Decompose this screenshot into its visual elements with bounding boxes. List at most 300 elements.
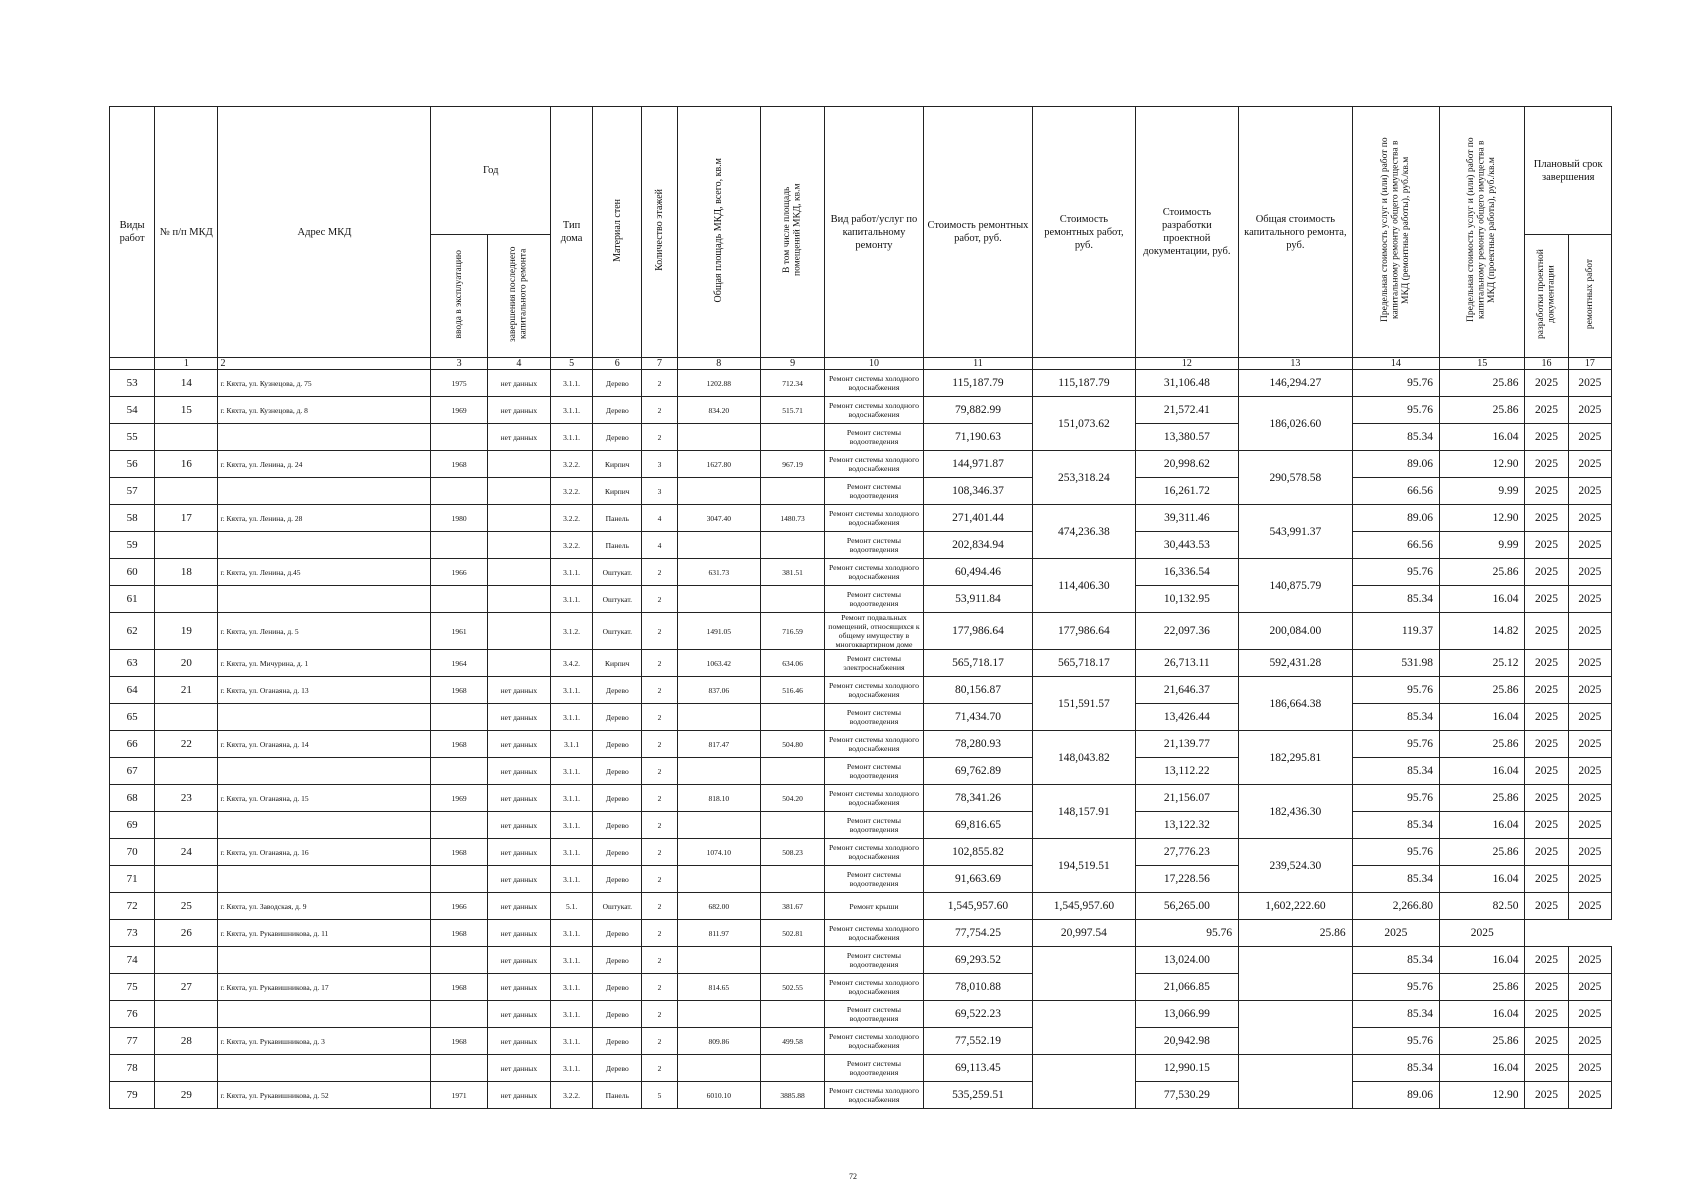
cell-address: г. Кяхта, ул. Оганаяна, д. 14 xyxy=(218,731,431,758)
cell-floors: 2 xyxy=(642,704,677,731)
cell-year-commission: 1975 xyxy=(431,370,487,397)
cell-floors: 2 xyxy=(642,613,677,650)
cell-total-cost: 543,991.37 xyxy=(1239,505,1353,559)
hdr-cost-repair-2: Стоимость ремонтных работ, руб. xyxy=(1033,107,1135,358)
cell-plan-repair-year: 2025 xyxy=(1568,839,1611,866)
cell-project-cost: 13,426.44 xyxy=(1135,704,1238,731)
cell-plan-project-year: 2025 xyxy=(1525,1055,1568,1082)
cell-plan-repair-year: 2025 xyxy=(1568,947,1611,974)
cell-mkd-number xyxy=(155,1001,218,1028)
cell-address: г. Кяхта, ул. Рукавишникова, д. 17 xyxy=(218,974,431,1001)
cell-premises-area: 716.59 xyxy=(760,613,824,650)
cell-project-cost: 20,942.98 xyxy=(1135,1028,1238,1055)
cell-house-type: 3.1.1 xyxy=(551,731,593,758)
cell-wall-material: Дерево xyxy=(593,947,642,974)
cell-wall-material: Оштукат. xyxy=(593,893,642,920)
cell-row-index: 62 xyxy=(110,613,155,650)
cell-year-last-repair: нет данных xyxy=(487,920,550,947)
colnum: 1 xyxy=(155,358,218,370)
cell-wall-material: Дерево xyxy=(593,974,642,1001)
cell-limit-repair: 85.34 xyxy=(1352,1055,1439,1082)
cell-address xyxy=(218,812,431,839)
cell-total-area xyxy=(677,947,760,974)
cell-limit-repair: 66.56 xyxy=(1352,478,1439,505)
cell-floors: 2 xyxy=(642,1001,677,1028)
cell-floors: 2 xyxy=(642,1028,677,1055)
cell-premises-area xyxy=(760,1001,824,1028)
table-row xyxy=(110,947,1612,974)
cell-project-cost: 13,122.32 xyxy=(1135,812,1238,839)
cell-house-type: 3.2.2. xyxy=(551,532,593,559)
table-row xyxy=(110,920,1612,947)
cell-total-cost: 146,294.27 xyxy=(1239,370,1353,397)
cell-mkd-number xyxy=(155,947,218,974)
cell-total-area: 1627.80 xyxy=(677,451,760,478)
cell-mkd-number: 17 xyxy=(155,505,218,532)
table-row xyxy=(110,839,1612,866)
colnum: 17 xyxy=(1568,358,1611,370)
cell-mkd-number: 18 xyxy=(155,559,218,586)
cell-year-commission xyxy=(431,812,487,839)
cell-year-commission: 1980 xyxy=(431,505,487,532)
cell-limit-repair: 89.06 xyxy=(1352,505,1439,532)
cell-row-index: 54 xyxy=(110,397,155,424)
cell-work-type: Ремонт крыши xyxy=(825,893,923,920)
cell-row-index: 77 xyxy=(110,1028,155,1055)
cell-project-cost: 22,097.36 xyxy=(1135,613,1238,650)
hdr-limit-project: Предельная стоимость услуг и (или) работ по капитальному ремонту общего имущества в МКД (проектные работы), руб./кв.м xyxy=(1440,107,1525,358)
cell-year-commission: 1969 xyxy=(431,785,487,812)
cell-wall-material: Дерево xyxy=(593,785,642,812)
cell-premises-area xyxy=(760,586,824,613)
cell-year-last-repair: нет данных xyxy=(487,812,550,839)
cell-floors: 2 xyxy=(642,812,677,839)
cell-house-type: 3.1.1. xyxy=(551,586,593,613)
hdr-plan: Плановый срок завершения xyxy=(1525,107,1612,235)
cell-work-type: Ремонт системы холодного водоснабжения xyxy=(825,505,923,532)
cell-total-area: 837.06 xyxy=(677,677,760,704)
cell-plan-project-year: 2025 xyxy=(1525,704,1568,731)
cell-project-cost: 21,572.41 xyxy=(1135,397,1238,424)
hdr-zav: завершения последнего капитального ремонта xyxy=(487,235,550,358)
cell-plan-project-year: 2025 xyxy=(1525,677,1568,704)
cell-house-type: 3.1.1. xyxy=(551,785,593,812)
cell-repair-cost: 78,010.88 xyxy=(923,974,1033,1001)
cell-limit-repair: 95.76 xyxy=(1352,559,1439,586)
cell-work-type: Ремонт системы водоотведения xyxy=(825,1055,923,1082)
cell-total-area xyxy=(677,1001,760,1028)
cell-floors: 3 xyxy=(642,451,677,478)
cell-year-commission xyxy=(431,586,487,613)
page-number: 72 xyxy=(849,1172,857,1181)
cell-house-type: 5.1. xyxy=(551,893,593,920)
cell-row-index: 74 xyxy=(110,947,155,974)
cell-total-cost: 200,084.00 xyxy=(1239,613,1353,650)
cell-project-cost: 13,112.22 xyxy=(1135,758,1238,785)
cell-limit-repair: 95.76 xyxy=(1135,920,1238,947)
cell-mkd-number xyxy=(155,1055,218,1082)
cell-repair-cost-house: 194,519.51 xyxy=(1033,839,1135,893)
cell-plan-project-year: 2025 xyxy=(1525,731,1568,758)
cell-wall-material: Дерево xyxy=(593,677,642,704)
cell-year-commission: 1966 xyxy=(431,559,487,586)
cell-repair-cost-house: 114,406.30 xyxy=(1033,559,1135,613)
cell-house-type: 3.4.2. xyxy=(551,650,593,677)
hdr-vvod: ввода в эксплуатацию xyxy=(431,235,487,358)
hdr-tip: Тип дома xyxy=(551,107,593,358)
colnum: 3 xyxy=(431,358,487,370)
cell-wall-material: Дерево xyxy=(593,839,642,866)
cell-repair-cost: 78,280.93 xyxy=(923,731,1033,758)
table-row xyxy=(110,613,1612,650)
cell-year-commission xyxy=(431,704,487,731)
cell-work-type: Ремонт системы водоотведения xyxy=(825,947,923,974)
cell-limit-repair: 85.34 xyxy=(1352,812,1439,839)
cell-plan-repair-year: 2025 xyxy=(1568,613,1611,650)
cell-limit-project: 12.90 xyxy=(1440,505,1525,532)
cell-repair-cost-house: 115,187.79 xyxy=(1033,370,1135,397)
table-row xyxy=(110,704,1612,731)
cell-premises-area xyxy=(760,704,824,731)
cell-row-index: 65 xyxy=(110,704,155,731)
table-row xyxy=(110,559,1612,586)
cell-wall-material: Дерево xyxy=(593,370,642,397)
cell-repair-cost: 177,986.64 xyxy=(923,613,1033,650)
cell-year-last-repair xyxy=(487,532,550,559)
cell-premises-area: 3885.88 xyxy=(760,1082,824,1109)
cell-total-cost xyxy=(1239,1055,1353,1109)
cell-floors: 4 xyxy=(642,505,677,532)
cell-floors: 2 xyxy=(642,947,677,974)
cell-total-area xyxy=(677,478,760,505)
cell-work-type: Ремонт системы водоотведения xyxy=(825,586,923,613)
table-row xyxy=(110,812,1612,839)
cell-wall-material: Панель xyxy=(593,1082,642,1109)
table-row xyxy=(110,451,1612,478)
cell-year-last-repair xyxy=(487,586,550,613)
cell-floors: 2 xyxy=(642,650,677,677)
cell-project-cost: 13,380.57 xyxy=(1135,424,1238,451)
cell-house-type: 3.1.1. xyxy=(551,1028,593,1055)
cell-limit-project: 25.86 xyxy=(1440,370,1525,397)
cell-row-index: 56 xyxy=(110,451,155,478)
cell-floors: 2 xyxy=(642,758,677,785)
cell-premises-area: 381.67 xyxy=(760,893,824,920)
cell-project-cost: 21,646.37 xyxy=(1135,677,1238,704)
cell-plan-project-year: 2025 xyxy=(1525,650,1568,677)
cell-repair-cost-house: 151,591.57 xyxy=(1033,677,1135,731)
cell-year-last-repair: нет данных xyxy=(487,397,550,424)
cell-floors: 5 xyxy=(642,1082,677,1109)
cell-total-cost: 1,602,222.60 xyxy=(1239,893,1353,920)
cell-work-type: Ремонт системы холодного водоснабжения xyxy=(825,785,923,812)
cell-total-area: 1074.10 xyxy=(677,839,760,866)
cell-project-cost: 20,997.54 xyxy=(1033,920,1135,947)
cell-limit-repair: 95.76 xyxy=(1352,397,1439,424)
table-row xyxy=(110,397,1612,424)
cell-total-cost: 186,664.38 xyxy=(1239,677,1353,731)
cell-work-type: Ремонт системы водоотведения xyxy=(825,704,923,731)
cell-premises-area: 499.58 xyxy=(760,1028,824,1055)
cell-project-cost: 10,132.95 xyxy=(1135,586,1238,613)
cell-limit-repair: 66.56 xyxy=(1352,532,1439,559)
colnum: 9 xyxy=(760,358,824,370)
cell-plan-project-year: 2025 xyxy=(1525,559,1568,586)
cell-project-cost: 21,066.85 xyxy=(1135,974,1238,1001)
cell-row-index: 73 xyxy=(110,920,155,947)
cell-house-type: 3.1.1. xyxy=(551,1001,593,1028)
cell-year-last-repair: нет данных xyxy=(487,704,550,731)
cell-work-type: Ремонт системы водоотведения xyxy=(825,866,923,893)
cell-wall-material: Дерево xyxy=(593,731,642,758)
cell-total-area: 1202.88 xyxy=(677,370,760,397)
cell-mkd-number: 14 xyxy=(155,370,218,397)
cell-mkd-number xyxy=(155,532,218,559)
cell-limit-project: 25.86 xyxy=(1440,731,1525,758)
cell-mkd-number: 22 xyxy=(155,731,218,758)
cell-year-last-repair: нет данных xyxy=(487,370,550,397)
cell-mkd-number: 29 xyxy=(155,1082,218,1109)
cell-house-type: 3.1.1. xyxy=(551,677,593,704)
cell-repair-cost: 69,522.23 xyxy=(923,1001,1033,1028)
cell-wall-material: Кирпич xyxy=(593,451,642,478)
cell-repair-cost: 77,754.25 xyxy=(923,920,1033,947)
cell-limit-repair: 85.34 xyxy=(1352,866,1439,893)
hdr-plan-proj: разработки проектной документации xyxy=(1525,235,1568,358)
cell-premises-area xyxy=(760,947,824,974)
cell-plan-repair-year: 2025 xyxy=(1568,478,1611,505)
cell-mkd-number: 28 xyxy=(155,1028,218,1055)
cell-limit-repair: 85.34 xyxy=(1352,1001,1439,1028)
hdr-work: Вид работ/услуг по капитальному ремонту xyxy=(825,107,923,358)
colnum: 6 xyxy=(593,358,642,370)
cell-plan-repair-year: 2025 xyxy=(1568,650,1611,677)
colnum: 12 xyxy=(1135,358,1238,370)
cell-plan-project-year: 2025 xyxy=(1525,1001,1568,1028)
cell-year-commission xyxy=(431,532,487,559)
cell-total-cost xyxy=(1239,1001,1353,1055)
cell-year-last-repair xyxy=(487,451,550,478)
cell-plan-project-year: 2025 xyxy=(1525,947,1568,974)
cell-year-last-repair: нет данных xyxy=(487,839,550,866)
cell-row-index: 59 xyxy=(110,532,155,559)
hdr-plan-rep: ремонтных работ xyxy=(1568,235,1611,358)
cell-plan-repair-year: 2025 xyxy=(1568,974,1611,1001)
cell-plan-project-year: 2025 xyxy=(1525,532,1568,559)
table-row xyxy=(110,1001,1612,1028)
cell-year-last-repair: нет данных xyxy=(487,677,550,704)
cell-total-cost: 182,436.30 xyxy=(1239,785,1353,839)
cell-plan-repair-year: 2025 xyxy=(1568,586,1611,613)
cell-premises-area xyxy=(760,478,824,505)
cell-limit-project: 16.04 xyxy=(1440,866,1525,893)
cell-total-area xyxy=(677,532,760,559)
cell-wall-material: Панель xyxy=(593,505,642,532)
cell-repair-cost: 115,187.79 xyxy=(923,370,1033,397)
cell-year-commission: 1968 xyxy=(431,974,487,1001)
cell-repair-cost: 77,552.19 xyxy=(923,1028,1033,1055)
cell-total-area xyxy=(677,812,760,839)
cell-plan-project-year: 2025 xyxy=(1525,478,1568,505)
cell-floors: 3 xyxy=(642,478,677,505)
cell-address: г. Кяхта, ул. Мичурина, д. 1 xyxy=(218,650,431,677)
table-row xyxy=(110,893,1612,920)
cell-mkd-number: 23 xyxy=(155,785,218,812)
cell-total-cost: 186,026.60 xyxy=(1239,397,1353,451)
cell-work-type: Ремонт системы холодного водоснабжения xyxy=(825,1028,923,1055)
cell-wall-material: Дерево xyxy=(593,758,642,785)
cell-year-commission: 1968 xyxy=(431,1028,487,1055)
table-row xyxy=(110,1082,1612,1109)
cell-year-last-repair: нет данных xyxy=(487,424,550,451)
cell-premises-area: 516.46 xyxy=(760,677,824,704)
cell-floors: 2 xyxy=(642,586,677,613)
hdr-np: № п/п МКД xyxy=(155,107,218,358)
cell-limit-project: 25.86 xyxy=(1440,839,1525,866)
table-row xyxy=(110,785,1612,812)
cell-year-last-repair xyxy=(487,650,550,677)
colnum: 10 xyxy=(825,358,923,370)
cell-premises-area: 967.19 xyxy=(760,451,824,478)
cell-house-type: 3.1.1. xyxy=(551,920,593,947)
cell-wall-material: Дерево xyxy=(593,812,642,839)
cell-mkd-number: 27 xyxy=(155,974,218,1001)
cell-repair-cost-house: 177,986.64 xyxy=(1033,613,1135,650)
cell-house-type: 3.2.2. xyxy=(551,478,593,505)
cell-repair-cost: 1,545,957.60 xyxy=(923,893,1033,920)
cell-year-last-repair xyxy=(487,505,550,532)
cell-total-area xyxy=(677,866,760,893)
cell-repair-cost: 144,971.87 xyxy=(923,451,1033,478)
cell-address: г. Кяхта, ул. Оганаяна, д. 16 xyxy=(218,839,431,866)
cell-year-commission: 1971 xyxy=(431,1082,487,1109)
cell-limit-repair: 95.76 xyxy=(1352,731,1439,758)
cell-total-area: 1491.05 xyxy=(677,613,760,650)
cell-repair-cost-house: 474,236.38 xyxy=(1033,505,1135,559)
table-body xyxy=(110,370,1612,1109)
cell-address: г. Кяхта, ул. Кузнецова, д. 75 xyxy=(218,370,431,397)
cell-year-commission: 1969 xyxy=(431,397,487,424)
cell-house-type: 3.1.1. xyxy=(551,974,593,1001)
cell-limit-project: 14.82 xyxy=(1440,613,1525,650)
cell-limit-repair: 85.34 xyxy=(1352,758,1439,785)
cell-limit-repair: 85.34 xyxy=(1352,586,1439,613)
cell-limit-project: 82.50 xyxy=(1440,893,1525,920)
cell-project-cost: 77,530.29 xyxy=(1135,1082,1238,1109)
cell-repair-cost-house: 148,157.91 xyxy=(1033,785,1135,839)
cell-repair-cost: 91,663.69 xyxy=(923,866,1033,893)
cell-total-area xyxy=(677,424,760,451)
cell-limit-project: 9.99 xyxy=(1440,478,1525,505)
cell-plan-repair-year: 2025 xyxy=(1568,758,1611,785)
cell-project-cost: 13,024.00 xyxy=(1135,947,1238,974)
cell-plan-repair-year: 2025 xyxy=(1568,1028,1611,1055)
cell-year-commission xyxy=(431,424,487,451)
cell-repair-cost: 202,834.94 xyxy=(923,532,1033,559)
cell-total-area: 682.00 xyxy=(677,893,760,920)
cell-premises-area: 502.81 xyxy=(760,920,824,947)
table-row xyxy=(110,424,1612,451)
cell-plan-project-year: 2025 xyxy=(1525,1028,1568,1055)
cell-year-commission: 1961 xyxy=(431,613,487,650)
cell-address: г. Кяхта, ул. Рукавишникова, д. 11 xyxy=(218,920,431,947)
cell-year-commission: 1968 xyxy=(431,920,487,947)
cell-total-area xyxy=(677,1055,760,1082)
cell-repair-cost-house: 1,545,957.60 xyxy=(1033,893,1135,920)
table-row xyxy=(110,532,1612,559)
cell-total-area: 814.65 xyxy=(677,974,760,1001)
cell-row-index: 78 xyxy=(110,1055,155,1082)
cell-year-commission: 1968 xyxy=(431,731,487,758)
cell-project-cost: 30,443.53 xyxy=(1135,532,1238,559)
cell-repair-cost: 53,911.84 xyxy=(923,586,1033,613)
cell-plan-repair-year: 2025 xyxy=(1568,370,1611,397)
cell-house-type: 3.1.1. xyxy=(551,866,593,893)
cell-premises-area: 504.80 xyxy=(760,731,824,758)
cell-year-commission: 1964 xyxy=(431,650,487,677)
cell-premises-area: 381.51 xyxy=(760,559,824,586)
cell-year-last-repair: нет данных xyxy=(487,1001,550,1028)
cell-wall-material: Оштукат. xyxy=(593,559,642,586)
cell-repair-cost: 69,762.89 xyxy=(923,758,1033,785)
cell-repair-cost: 80,156.87 xyxy=(923,677,1033,704)
cell-house-type: 3.1.1. xyxy=(551,704,593,731)
cell-mkd-number xyxy=(155,424,218,451)
cell-premises-area xyxy=(760,812,824,839)
cell-limit-project: 16.04 xyxy=(1440,758,1525,785)
cell-year-last-repair: нет данных xyxy=(487,785,550,812)
cell-total-cost: 182,295.81 xyxy=(1239,731,1353,785)
cell-repair-cost-house: 253,318.24 xyxy=(1033,451,1135,505)
cell-limit-project: 16.04 xyxy=(1440,424,1525,451)
cell-work-type: Ремонт системы холодного водоснабжения xyxy=(825,397,923,424)
cell-repair-cost-house xyxy=(1033,1001,1135,1055)
cell-year-last-repair: нет данных xyxy=(487,731,550,758)
colnum: 14 xyxy=(1352,358,1439,370)
cell-work-type: Ремонт системы холодного водоснабжения xyxy=(825,370,923,397)
cell-work-type: Ремонт системы холодного водоснабжения xyxy=(825,677,923,704)
cell-mkd-number xyxy=(155,866,218,893)
cell-wall-material: Кирпич xyxy=(593,650,642,677)
hdr-area: Общая площадь МКД, всего, кв.м xyxy=(677,107,760,358)
cell-premises-area xyxy=(760,424,824,451)
cell-total-cost: 140,875.79 xyxy=(1239,559,1353,613)
colnum: 2 xyxy=(218,358,431,370)
table-row xyxy=(110,505,1612,532)
cell-house-type: 3.2.2. xyxy=(551,451,593,478)
cell-year-last-repair: нет данных xyxy=(487,866,550,893)
cell-year-commission: 1968 xyxy=(431,839,487,866)
cell-limit-repair: 85.34 xyxy=(1352,947,1439,974)
cell-row-index: 75 xyxy=(110,974,155,1001)
cell-plan-project-year: 2025 xyxy=(1525,1082,1568,1109)
cell-plan-repair-year: 2025 xyxy=(1568,677,1611,704)
cell-address xyxy=(218,866,431,893)
cell-address: г. Кяхта, ул. Ленина, д. 24 xyxy=(218,451,431,478)
cell-address xyxy=(218,947,431,974)
cell-limit-repair: 95.76 xyxy=(1352,1028,1439,1055)
cell-row-index: 69 xyxy=(110,812,155,839)
cell-row-index: 63 xyxy=(110,650,155,677)
table-row xyxy=(110,370,1612,397)
cell-house-type: 3.1.1. xyxy=(551,370,593,397)
cell-repair-cost: 535,259.51 xyxy=(923,1082,1033,1109)
cell-repair-cost-house: 148,043.82 xyxy=(1033,731,1135,785)
cell-limit-repair: 89.06 xyxy=(1352,1082,1439,1109)
cell-floors: 2 xyxy=(642,397,677,424)
cell-project-cost: 56,265.00 xyxy=(1135,893,1238,920)
cell-year-commission xyxy=(431,947,487,974)
